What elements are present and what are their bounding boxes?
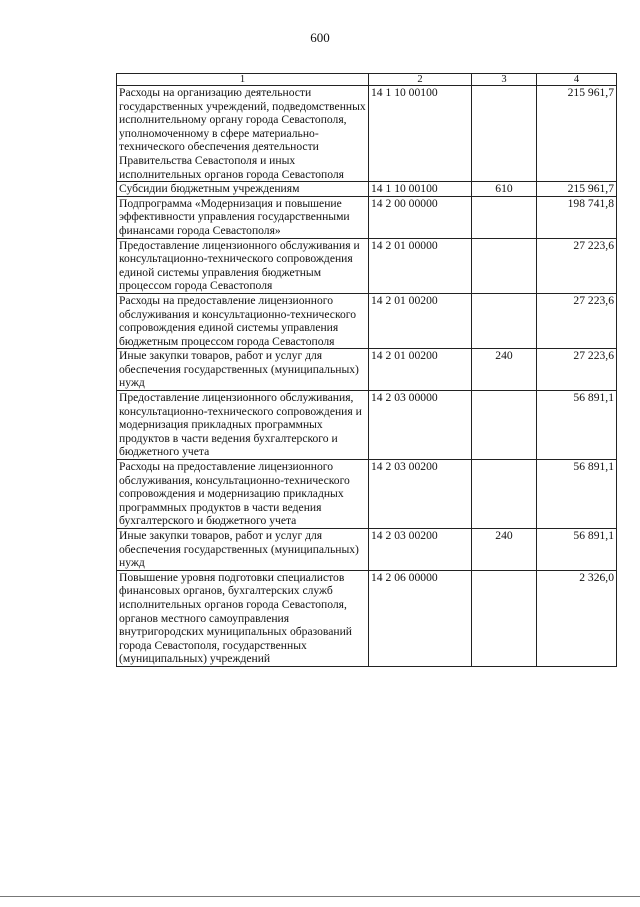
table-header-row bbox=[117, 74, 617, 86]
row-code: 14 2 03 00200 bbox=[369, 529, 472, 571]
table-row bbox=[117, 570, 617, 666]
row-amount: 215 961,7 bbox=[537, 86, 617, 182]
row-amount: 27 223,6 bbox=[537, 349, 617, 391]
row-amount: 215 961,7 bbox=[537, 182, 617, 197]
row-expense-type: 610 bbox=[472, 182, 537, 197]
row-amount: 198 741,8 bbox=[537, 196, 617, 238]
table-row bbox=[117, 238, 617, 293]
column-header-name: 1 bbox=[117, 74, 369, 86]
table-row bbox=[117, 349, 617, 391]
row-expense-type bbox=[472, 238, 537, 293]
row-name: Иные закупки товаров, работ и услуг для обеспечения государственных (муниципальных) нужд bbox=[117, 529, 369, 571]
row-name: Субсидии бюджетным учреждениям bbox=[117, 182, 369, 197]
row-code: 14 1 10 00100 bbox=[369, 86, 472, 182]
row-code: 14 2 06 00000 bbox=[369, 570, 472, 666]
row-expense-type bbox=[472, 293, 537, 348]
table-row bbox=[117, 391, 617, 460]
page-bottom-border bbox=[0, 896, 640, 897]
column-header-expense-type: 3 bbox=[472, 74, 537, 86]
table-row bbox=[117, 293, 617, 348]
row-code: 14 2 03 00000 bbox=[369, 391, 472, 460]
column-header-amount: 4 bbox=[537, 74, 617, 86]
table-row bbox=[117, 182, 617, 197]
row-name: Расходы на предоставление лицензионного обслуживания, консультационно-технического сопровождения и модернизацию прикладных программных продуктов в части ведения бухгалтерского и бюджетного учета bbox=[117, 460, 369, 529]
row-amount: 27 223,6 bbox=[537, 293, 617, 348]
table-row bbox=[117, 529, 617, 571]
row-name: Расходы на организацию деятельности государственных учреждений, подведомственных исполнительному органу города Севастополя, уполномоченному в сфере материально-технического обеспечения деятельности Правительства Севастополя и иных исполнительных органов города Севастополя bbox=[117, 86, 369, 182]
row-amount: 27 223,6 bbox=[537, 238, 617, 293]
row-code: 14 2 01 00200 bbox=[369, 349, 472, 391]
row-code: 14 2 00 00000 bbox=[369, 196, 472, 238]
row-name: Повышение уровня подготовки специалистов финансовых органов, бухгалтерских служб исполнительных органов города Севастополя, органов местного самоуправления внутригородских муниципальных образований города Севастополя, государственных (муниципальных) учреждений bbox=[117, 570, 369, 666]
table-row bbox=[117, 460, 617, 529]
row-expense-type bbox=[472, 196, 537, 238]
row-expense-type: 240 bbox=[472, 529, 537, 571]
row-name: Предоставление лицензионного обслуживания, консультационно-технического сопровождения и модернизация прикладных программных продуктов в части ведения бухгалтерского и бюджетного учета bbox=[117, 391, 369, 460]
row-name: Иные закупки товаров, работ и услуг для обеспечения государственных (муниципальных) нужд bbox=[117, 349, 369, 391]
row-amount: 56 891,1 bbox=[537, 460, 617, 529]
column-header-code: 2 bbox=[369, 74, 472, 86]
row-code: 14 2 01 00200 bbox=[369, 293, 472, 348]
row-amount: 56 891,1 bbox=[537, 391, 617, 460]
page-number: 600 bbox=[310, 30, 330, 45]
row-expense-type: 240 bbox=[472, 349, 537, 391]
row-code: 14 2 03 00200 bbox=[369, 460, 472, 529]
row-code: 14 2 01 00000 bbox=[369, 238, 472, 293]
row-name: Расходы на предоставление лицензионного обслуживания и консультационно-технического сопровождения единой системы управления бюджетным процессом города Севастополя bbox=[117, 293, 369, 348]
row-expense-type bbox=[472, 460, 537, 529]
budget-table bbox=[116, 73, 617, 667]
row-name: Предоставление лицензионного обслуживания и консультационно-технического сопровождения единой системы управления бюджетным процессом города Севастополя bbox=[117, 238, 369, 293]
table-row bbox=[117, 86, 617, 182]
row-amount: 2 326,0 bbox=[537, 570, 617, 666]
row-expense-type bbox=[472, 391, 537, 460]
row-code: 14 1 10 00100 bbox=[369, 182, 472, 197]
table-row bbox=[117, 196, 617, 238]
row-expense-type bbox=[472, 86, 537, 182]
row-name: Подпрограмма «Модернизация и повышение эффективности управления государственными финансами города Севастополя» bbox=[117, 196, 369, 238]
row-expense-type bbox=[472, 570, 537, 666]
row-amount: 56 891,1 bbox=[537, 529, 617, 571]
